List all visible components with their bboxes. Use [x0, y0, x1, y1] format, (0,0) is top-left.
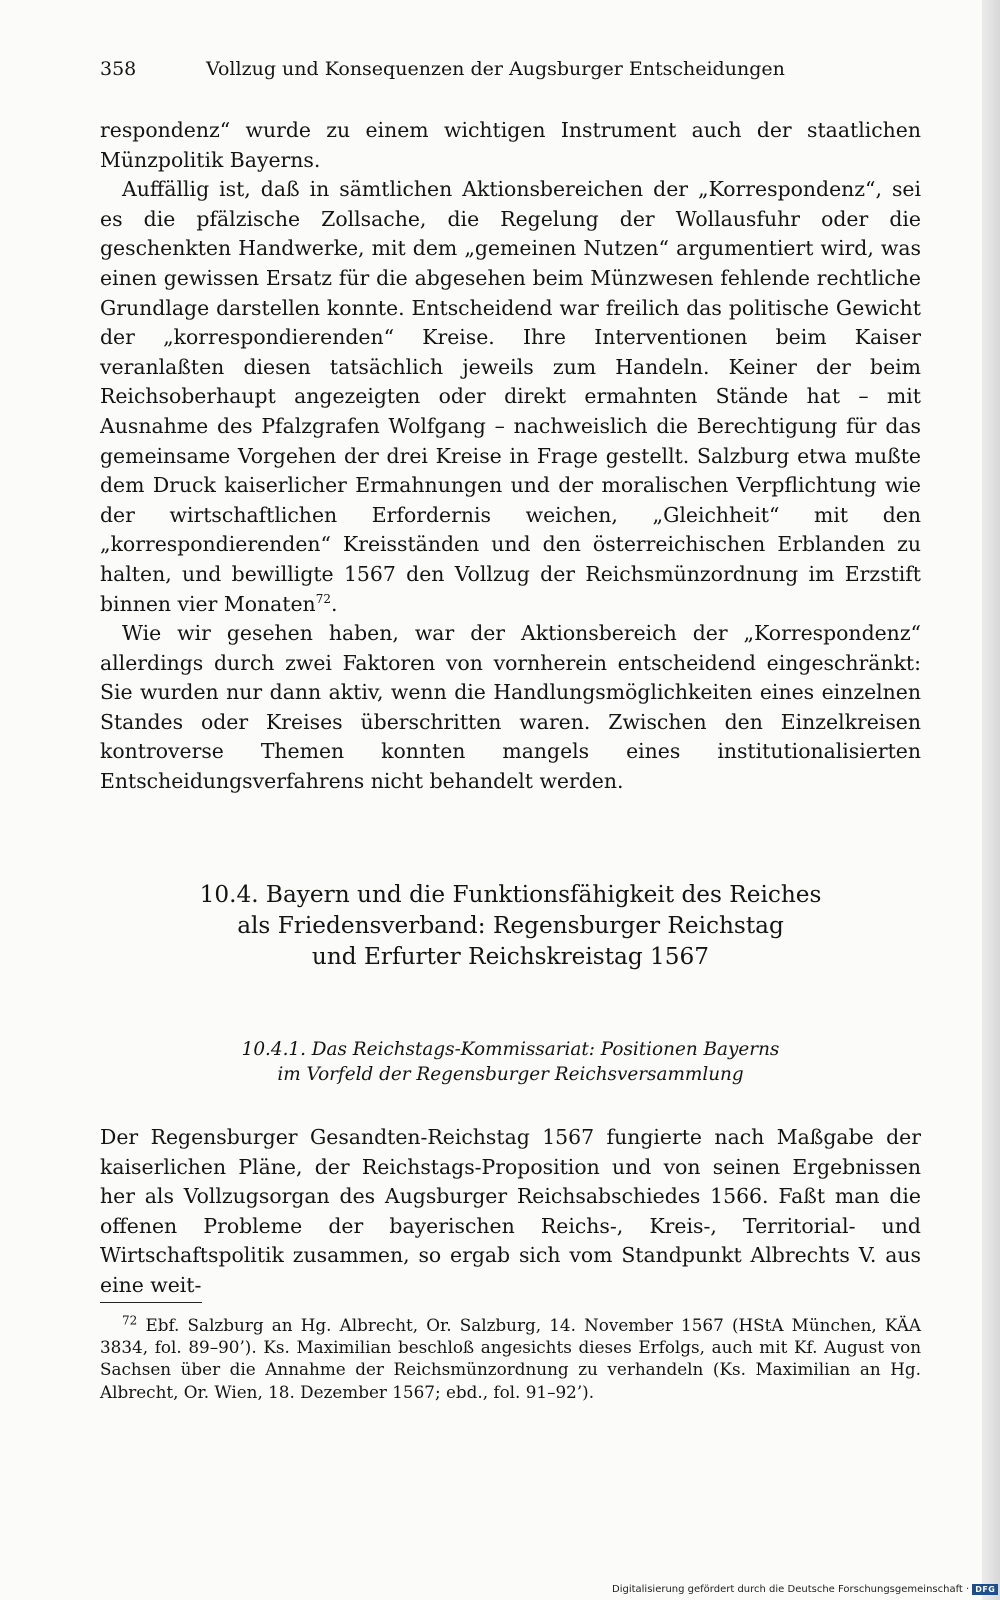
footnote-number: 72 [122, 1313, 138, 1328]
paragraph: Auffällig ist, daß in sämtlichen Aktionsbereichen der „Korrespondenz“, sei es die pfälzische Zollsache, die Regelung der Wollausfuhr oder die geschenkten Handwerke, mit dem „gemeinen Nutzen“ argumentiert wird, was einen gewissen Ersatz für die abgesehen beim Münzwesen fehlende rechtliche Grundlage darstellen konnte. Entscheidend war freilich das politische Gewicht der „korrespondierenden“ Kreise. Ihre Interventionen beim Kaiser veranlaßten diesen tatsächlich jeweils zum Handeln. Keiner der beim Reichsoberhaupt angezeigten oder direkt ermahnten Stände hat – mit Ausnahme des Pfalzgrafen Wolfgang – nachweislich die Berechtigung für das gemeinsame Vorgehen der drei Kreise in Frage gestellt. Salzburg etwa mußte dem Druck kaiserlicher Ermahnungen und der moralischen Verpflichtung wie der wirtschaftlichen Erfordernis weichen, „Gleichheit“ mit den „korrespondierenden“ Kreisständen und den österreichischen Erblanden zu halten, und bewilligte 1567 den Vollzug der Reichsmünzordnung im Erzstift binnen vier Monaten$^{72}$. [100, 177, 921, 616]
footnote-text: Ebf. Salzburg an Hg. Albrecht, Or. Salzburg, 14. November 1567 (HStA München, KÄA 3834, fol. 89–90’). Ks. Maximilian beschloß angesichts dieses Erfolgs, auch mit Kf. August von Sachsen über die Annahme der Reichsmünzordnung zu verhandeln (Ks. Maximilian an Hg. Albrecht, Or. Wien, 18. Dezember 1567; ebd., fol. 91–92’). [100, 1315, 921, 1402]
section-heading-line: und Erfurter Reichskreistag 1567 [311, 942, 710, 970]
dfg-logo: DFG [972, 1584, 998, 1595]
running-header [100, 58, 840, 90]
subsection-heading-line: 10.4.1. Das Reichstags-Kommissariat: Positionen Bayerns [241, 1039, 780, 1060]
bottom-text-block [100, 1123, 921, 1301]
section-heading-line: als Friedensverband: Regensburger Reichstag [237, 911, 784, 939]
paragraph: Der Regensburger Gesandten-Reichstag 1567 fungierte nach Maßgabe der kaiserlichen Pläne, der Reichstags-Proposition und von seinen Ergebnissen her als Vollzugsorgan des Augsburger Reichsabschiedes 1566. Faßt man die offenen Probleme der bayerischen Reichs-, Kreis-, Territorial- und Wirtschaftspolitik zusammen, so ergab sich vom Standpunkt Albrechts V. aus eine weit- [100, 1125, 921, 1297]
page-number: 358 [100, 58, 137, 80]
paragraph-continuation: respondenz“ wurde zu einem wichtigen Instrument auch der staatlichen Münzpolitik Bayerns. [100, 118, 921, 172]
footnote-divider [100, 1302, 202, 1303]
section-heading-line: 10.4. Bayern und die Funktionsfähigkeit des Reiches [199, 881, 822, 908]
paragraph-text: Auffällig ist, daß in sämtlichen Aktionsbereichen der „Korrespondenz“, sei es die pfälzische Zollsache, die Regelung der Wollausfuhr oder die geschenkten Handwerke, mit dem „gemeinen Nutzen“ argumentiert wird, was einen gewissen Ersatz für die abgesehen beim Münzwesen fehlende rechtliche Grundlage darstellen konnte. Entscheidend war freilich das politische Gewicht der „korrespondierenden“ Kreise. Ihre Interventionen beim Kaiser veranlaßten diesen tatsächlich jeweils zum Handeln. Keiner der beim Reichsoberhaupt angezeigten oder direkt ermahnten Stände hat – mit Ausnahme des Pfalzgrafen Wolfgang – nachweislich die Berechtigung für das gemeinsame Vorgehen der drei Kreise in Frage gestellt. Salzburg etwa mußte dem Druck kaiserlicher Ermahnungen und der moralischen Verpflichtung wie der wirtschaftlichen Erfordernis weichen, „Gleichheit“ mit den „korrespondierenden“ Kreisständen und den österreichischen Erblanden zu halten, und bewilligte 1567 den Vollzug der Reichsmünzordnung im Erzstift binnen vier Monaten [100, 177, 921, 616]
top-text-block [100, 116, 921, 797]
credit-text: Digitalisierung gefördert durch die Deutsche Forschungsgemeinschaft · [612, 1583, 970, 1595]
subsection-heading-line: im Vorfeld der Regensburger Reichsversammlung [277, 1063, 744, 1085]
section-heading [100, 880, 921, 972]
digitization-credit [612, 1581, 998, 1597]
paragraph: Wie wir gesehen haben, war der Aktionsbereich der „Korrespondenz“ allerdings durch zwei Faktoren von vornherein entscheidend eingeschränkt: Sie wurden nur dann aktiv, wenn die Handlungsmöglichkeiten eines einzelnen Standes oder Kreises überschritten waren. Zwischen den Einzelkreisen kontroverse Themen konnten mangels eines institutionalisierten Entscheidungsverfahrens nicht behandelt werden. [100, 621, 921, 794]
footnote-reference: 72 [315, 591, 331, 606]
footnote [100, 1314, 921, 1403]
page-edge-shadow [982, 0, 1000, 1600]
subsection-heading [100, 1038, 921, 1088]
running-title: Vollzug und Konsequenzen der Augsburger Entscheidungen [206, 58, 785, 80]
